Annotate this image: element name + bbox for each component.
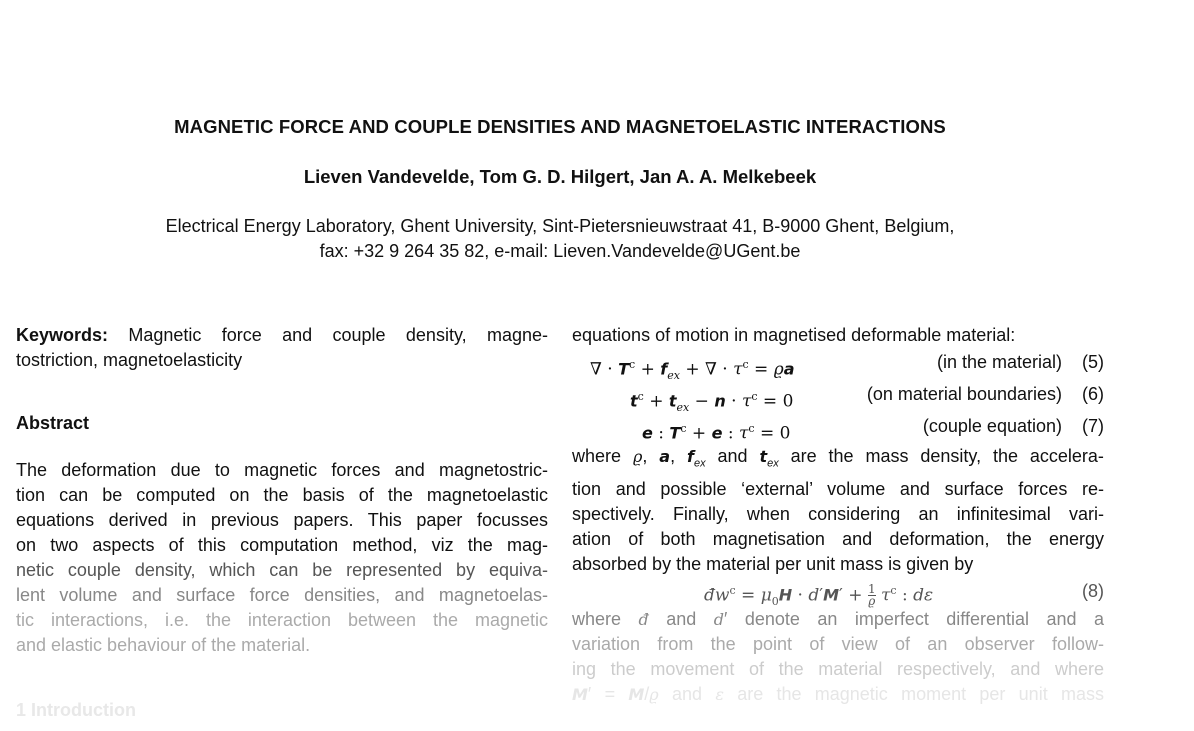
equation-5 bbox=[572, 348, 1104, 383]
abstract-line: tic interactions, i.e. the interaction between the magnetic bbox=[16, 610, 548, 630]
equations-intro: equations of motion in magnetised deformable material: bbox=[572, 325, 1016, 345]
abstract-body bbox=[16, 458, 548, 658]
equation-6-number: (6) bbox=[1082, 384, 1104, 404]
keywords-text: Magnetic force and couple density, magne- bbox=[128, 325, 548, 345]
abstract-line: equations derived in previous papers. This paper focusses bbox=[16, 510, 548, 530]
body-line: ation of both magnetisation and deformation, the energy bbox=[572, 528, 1104, 549]
equation-8-math: $đw^c = \mu_0H \cdot d'M'$ + $\frac{1}{ϱ}$ $\tau^c$ : dε bbox=[704, 582, 934, 609]
body-line: ing the movement of the material respectively, and where bbox=[572, 658, 1104, 679]
equation-7-number: (7) bbox=[1082, 416, 1104, 436]
keywords-line-2: tostriction, magnetoelasticity bbox=[16, 350, 243, 370]
equation-7-math: e : $T^c + e$ : $\tau^c = 0$ bbox=[642, 422, 791, 444]
body-line: variation from the point of view of an observer follow- bbox=[572, 633, 1104, 654]
equation-8 bbox=[572, 577, 1104, 607]
body-line: where ϱ, a, $f_{ex}$ and $t_{ex}$ are the mass density, the accelera- bbox=[572, 446, 1104, 470]
equation-5-description: (in the material) bbox=[936, 352, 1062, 372]
equation-5-number: (5) bbox=[1082, 352, 1104, 372]
body-line: M′ = M/ϱ and ε are the magnetic moment per unit mass bbox=[572, 683, 1104, 704]
equation-7-description: (couple equation) bbox=[922, 416, 1062, 436]
abstract-line: and elastic behaviour of the material. bbox=[16, 635, 311, 655]
abstract-line: tion can be computed on the basis of the magnetoelastic bbox=[16, 485, 548, 505]
introduction-heading: 1 Introduction bbox=[16, 700, 136, 720]
keywords-line-1 bbox=[16, 323, 548, 348]
abstract-line: The deformation due to magnetic forces and magnetostric- bbox=[16, 460, 548, 480]
body-line: tion and possible ‘external’ volume and surface forces re- bbox=[572, 478, 1104, 499]
body-line: where đ and d′ denote an imperfect differential and a bbox=[572, 608, 1104, 629]
affiliation-line-1: Electrical Energy Laboratory, Ghent University, Sint-Pietersnieuwstraat 41, B-9000 Ghent, Belgium, bbox=[165, 216, 955, 236]
keywords-label: Keywords: bbox=[16, 325, 109, 345]
affiliation-line-2: fax: +32 9 264 35 82, e-mail: Lieven.Vandevelde@UGent.be bbox=[319, 241, 801, 261]
abstract-line: on two aspects of this computation method, viz the mag- bbox=[16, 535, 548, 555]
equation-6-description: (on material boundaries) bbox=[866, 384, 1062, 404]
right-column bbox=[572, 323, 1104, 707]
abstract-line: netic couple density, which can be represented by equiva- bbox=[16, 560, 548, 580]
paper-authors: Lieven Vandevelde, Tom G. D. Hilgert, Jan A. A. Melkebeek bbox=[303, 166, 817, 187]
equation-8-number: (8) bbox=[1082, 580, 1104, 601]
left-column bbox=[16, 323, 548, 658]
abstract-heading: Abstract bbox=[16, 413, 90, 433]
equation-6 bbox=[572, 380, 1104, 415]
equation-6-math: $t^c + t_{ex} - n \cdot \tau^c = 0$ bbox=[630, 390, 794, 415]
body-line: absorbed by the material per unit mass is given by bbox=[572, 553, 974, 574]
equation-5-math: ∇ · $T^c + f_{ex}$ + ∇ · $\tau^c = ϱa$ bbox=[590, 358, 795, 383]
body-line: spectively. Finally, when considering an infinitesimal vari- bbox=[572, 503, 1104, 524]
paper-title: MAGNETIC FORCE AND COUPLE DENSITIES AND MAGNETOELASTIC INTERACTIONS bbox=[174, 116, 946, 137]
equation-7 bbox=[572, 412, 1104, 444]
abstract-line: lent volume and surface force densities, and magnetoelas- bbox=[16, 585, 548, 605]
